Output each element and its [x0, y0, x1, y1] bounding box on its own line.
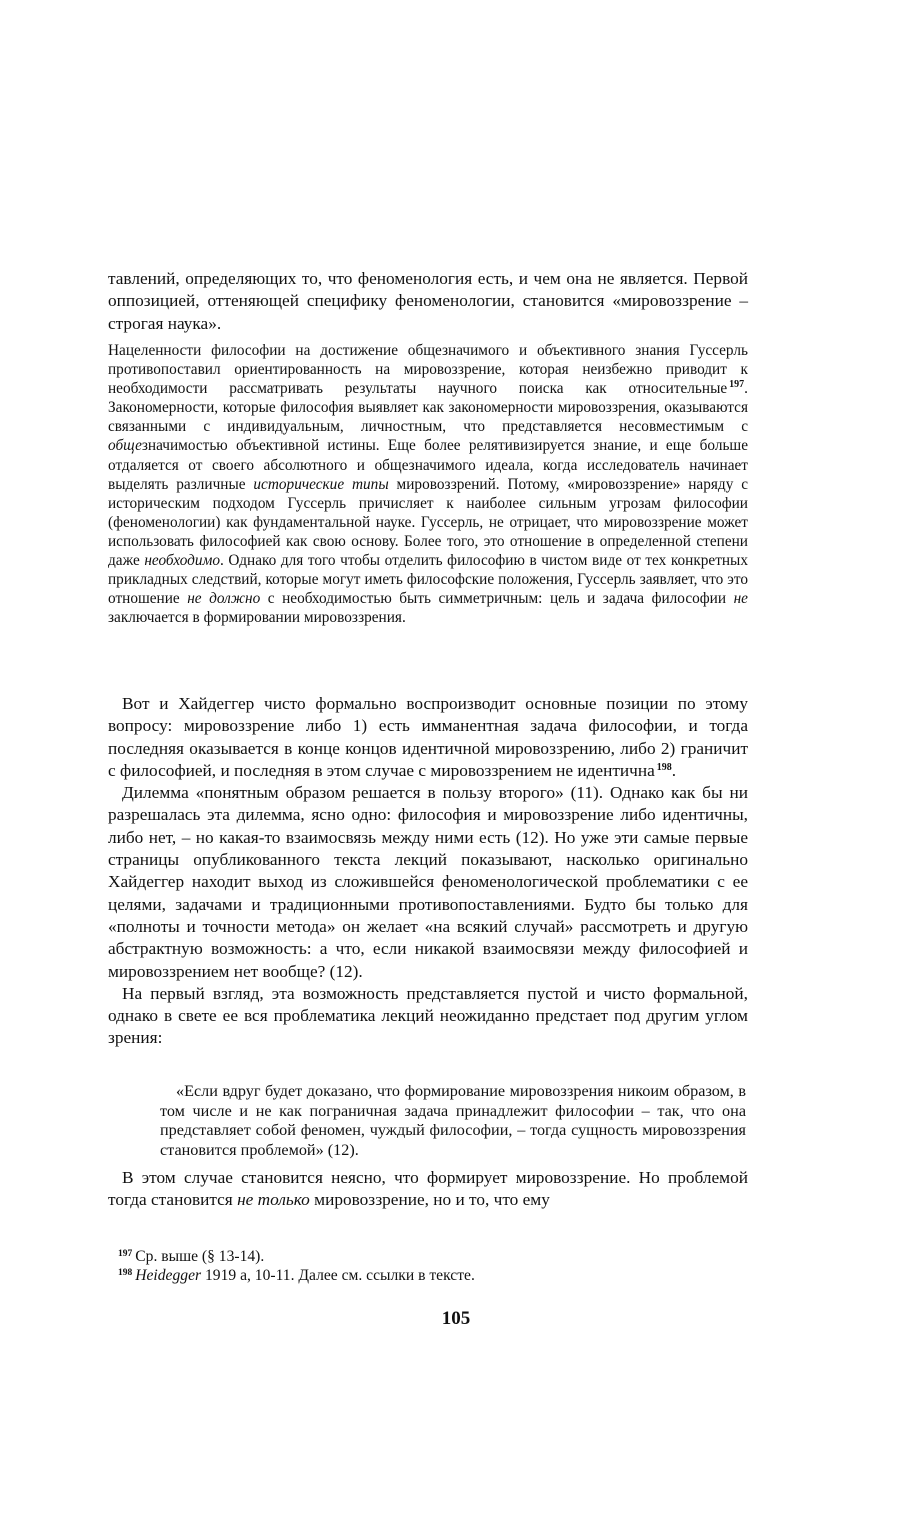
text-run: мировоззрений. Потому, «мировоззрение» наряду с историческим подходом Гуссерль причисляет к наиболее сильным угрозам философии (феноменологии) как фундаментальной науке. Гуссерль, не отрицает, что мировоззрение может использовать философией как свою основу. Более того, это отношение в определенной степени даже	[108, 475, 748, 570]
footnote-mark: 197	[118, 1249, 133, 1259]
footnote-text: Ср. выше (§ 13-14).	[135, 1248, 265, 1265]
emphasis: необходимо	[144, 552, 220, 570]
text-run: .	[671, 760, 677, 780]
paragraph-first-glance: На первый взгляд, эта возможность представляется пустой и чисто формальной, однако в свете ее вся проблематика лекций неожиданно предстает под другим углом зрения:	[108, 983, 748, 1048]
paragraph-intro: тавлений, определяющих то, что феноменология есть, и чем она не является. Первой оппозицией, оттеняющей специфику феноменологии, становится «мировоззрение – строгая наука».	[108, 269, 748, 333]
emphasis: не должно	[187, 590, 261, 608]
text-run: В этом случае становится неясно, что формирует мировоззрение. Но проблемой тогда становится	[108, 1168, 748, 1210]
text-run: с необходимостью быть симметричным: цель и задача философии	[260, 590, 734, 608]
text-run: . Однако для того чтобы отделить философию в чистом виде от тех конкретных прикладных следствий, которые могут иметь философские положения, Гуссерль заявляет, что это отношение	[108, 552, 748, 608]
footnote-author: Heidegger	[135, 1266, 202, 1284]
footnote-ref-197: 197	[729, 379, 745, 391]
text-run: Вот и Хайдеггер чисто формально воспроизводит основные позиции по этому вопросу: мировоззрение либо 1) есть имманентная задача философии, и тогда последняя оказывается в конце концов идентичной мировоззрению, либо 2) граничит с философией, и последняя в этом случае с мировоззрением не идентична	[108, 694, 748, 780]
emphasis: не только	[237, 1190, 310, 1210]
footnote-198	[118, 1267, 758, 1286]
footnote-mark: 198	[118, 1267, 133, 1278]
text-run: значимостью объективной истины. Еще более релятивизируется знание, и еще больше отдаляется от своего абсолютного и общезначимого идеала, когда исследователь начинает выделять различные	[108, 437, 748, 493]
block-quote: «Если вдруг будет доказано, что формирование мировоззрения никоим образом, в том числе и не как пограничная задача принадлежит философии – так, что она представляет собой феномен, чуждый философии, – тогда сущность мировоззрения становится проблемой» (12).	[160, 1082, 746, 1159]
page-number: 105	[441, 1308, 471, 1329]
text-run: . Закономерности, которые философия выявляет как закономерности мировоззрения, оказываются связанными с индивидуальным, личностным, что представляется несовместимым с	[108, 380, 748, 436]
footnote-197	[118, 1248, 758, 1267]
paragraph-heidegger	[108, 693, 748, 782]
text-run: мировоззрение, но и то, что ему	[309, 1190, 550, 1210]
text-run: Нацеленности философии на достижение общезначимого и объективного знания Гуссерль противопоставил ориентированность на мировоззрение, которая неизбежно приводит к необходимости рассматривать результаты научного поиска как относительные	[108, 342, 748, 398]
last-block	[108, 1167, 748, 1212]
text-run: заключается в формировании мировоззрения.	[108, 609, 406, 627]
main-block	[108, 693, 748, 1050]
footnote-text: 1919 а, 10-11. Далее см. ссылки в тексте.	[201, 1266, 475, 1284]
paragraph-dilemma: Дилемма «понятным образом решается в пользу второго» (11). Однако как бы ни разрешалась эта дилемма, ясно одно: философия и мировоззрение либо идентичны, либо нет, – но какая-то взаимосвязь между ними есть (12). Но уже эти самые первые страницы опубликованного текста лекций показывают, насколько оригинально Хайдеггер находит выход из сложившейся феноменологической проблематики с ее целями, задачами и традиционными противопоставлениями. Будто бы только для «полноты и точности метода» он желает «на всякий случай» рассмотреть и другую абстрактную возможность: а что, если никакой взаимосвязи между философией и мировоззрением нет вообще? (12).	[108, 783, 748, 981]
emphasis: обще	[108, 437, 142, 455]
emphasis: не	[733, 590, 748, 608]
intro-block	[108, 268, 748, 335]
footnote-ref-198: 198	[656, 761, 672, 773]
footnotes	[118, 1248, 758, 1285]
paragraph-last	[108, 1167, 748, 1212]
emphasis: исторические типы	[253, 475, 389, 493]
husserl-block	[108, 341, 748, 627]
paragraph-husserl	[108, 341, 748, 627]
